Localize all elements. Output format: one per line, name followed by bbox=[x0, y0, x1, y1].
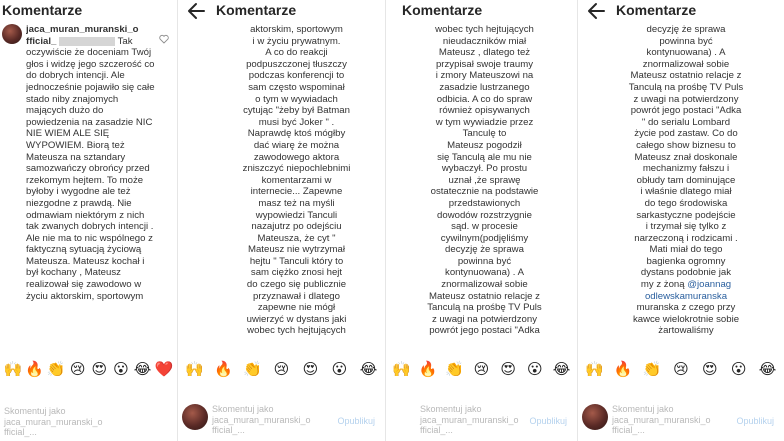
surprised-face-emoji-icon[interactable]: 😮 bbox=[331, 360, 348, 378]
header bbox=[178, 0, 385, 22]
surprised-face-emoji-icon[interactable]: 😮 bbox=[113, 360, 129, 378]
header bbox=[0, 0, 177, 22]
tears-of-joy-emoji-icon[interactable]: 😂 bbox=[552, 360, 571, 378]
raising-hands-emoji-icon[interactable]: 🙌 bbox=[392, 360, 411, 378]
comment-text bbox=[26, 24, 159, 302]
raising-hands-emoji-icon[interactable]: 🙌 bbox=[185, 360, 204, 378]
avatar bbox=[182, 404, 208, 430]
publish-button[interactable]: Opublikuj bbox=[529, 416, 567, 426]
page-title: Komentarze bbox=[402, 2, 483, 18]
emoji-reaction-bar bbox=[178, 356, 385, 382]
comment-composer bbox=[178, 388, 385, 440]
comment-input-placeholder[interactable]: Skomentuj jako jaca_muran_muranski_o fficial_... bbox=[212, 404, 311, 435]
back-arrow-icon[interactable] bbox=[186, 1, 208, 21]
comment-composer bbox=[386, 388, 577, 440]
surprised-face-emoji-icon[interactable]: 😮 bbox=[527, 360, 543, 378]
comment-body bbox=[216, 24, 377, 349]
comments-panel-4 bbox=[578, 0, 784, 441]
heart-eyes-emoji-icon[interactable]: 😍 bbox=[701, 360, 718, 378]
red-heart-emoji-icon[interactable]: ❤️ bbox=[154, 360, 174, 378]
emoji-reaction-bar bbox=[578, 356, 784, 382]
redacted-block bbox=[59, 37, 115, 46]
comment-username[interactable]: jaca_muran_muranski_o fficial_ bbox=[26, 24, 139, 47]
comment-content: decyzję że sprawa powinna być kontynuowana) . A znormalizował sobie Mateusz ostatnio relacje z Tanculą na prośbę TV Puls z uwagi na potwierdzony powrót jego postaci "Adka " do serialu Lombard życie pod zastaw. Co do całego show biznesu to Mateusz znał doskonale mechanizmy fałszu i obłudy tam dominujące i właśnie dlatego miał do tego środowiska sarkastyczne podejście i trzymał się tylko z narzeczoną i rodzicami . Mati miał do tego bagienka ogromny dystans podobnie jak my z żoną bbox=[628, 24, 744, 291]
comments-panel-2 bbox=[178, 0, 386, 441]
clapping-emoji-icon[interactable]: 👏 bbox=[46, 360, 66, 378]
page-title: Komentarze bbox=[2, 2, 83, 18]
avatar bbox=[582, 404, 608, 430]
page-title: Komentarze bbox=[216, 2, 297, 18]
emoji-reaction-bar bbox=[0, 356, 177, 382]
back-arrow-icon[interactable] bbox=[586, 1, 608, 21]
comment-text bbox=[596, 24, 776, 337]
comments-panel-1 bbox=[0, 0, 178, 441]
tears-of-joy-emoji-icon[interactable]: 😂 bbox=[359, 360, 378, 378]
comment-text: aktorskim, sportowym i w życiu prywatnym. A co do reakcji podpuszczonej tłuszczy podczas konferencji to sam często wspominał o tym w wywiadach cytując "żeby był Batman musi być Joker " . Naprawdę ktoś mógłby dać wiarę że można zawodowego aktora zniszczyć niepochlebnimi komentarzami w internecie... Zapewne masz też na myśli wypowiedzi Tanculi nazajutrz po odejściu Mateusza, że cyt " Mateusz nie wytrzymał hejtu " Tanculi który to sam ciężko znosi hejt do czego się publicznie przyznawał i dlatego zapewne nie mógł uwierzyć w dystans jaki wobec tych hejtujących bbox=[242, 24, 351, 337]
heart-eyes-emoji-icon[interactable]: 😍 bbox=[91, 360, 108, 378]
comments-panel-3 bbox=[386, 0, 578, 441]
comment-body bbox=[402, 24, 567, 349]
comment-content: Tak oczywiście że doceniam Twój głos i widzę jego szczerość co do dobrych intencji. Ale jednocześnie pojawiło się całe stado niby znajomych mających dużo do powiedzenia na zasadzie NIC NIE WIEM ALE SIĘ WYPOWIEM. Biorą też Mateusza na sztandary samozwańczy obrońcy przed rzekomym hejtem. To może byłoby i wygodne ale też niezgodne z prawdą. Nie odmawiam niektórym z nich tak zwanych dobrych intencji . Ale nie ma to nic wspólnego z faktyczną sytuacją życiową Mateusza. Mateusz kochał i był kochany , Mateusz realizował się zawodowo w życiu aktorskim, sportowym bbox=[26, 35, 155, 302]
fire-emoji-icon[interactable]: 🔥 bbox=[214, 360, 233, 378]
fire-emoji-icon[interactable]: 🔥 bbox=[418, 360, 438, 378]
comment-content: muranska z czego przy kawce wielokrotnie sobie żartowaliśmy bbox=[632, 302, 740, 337]
tears-of-joy-emoji-icon[interactable]: 😂 bbox=[758, 360, 777, 378]
clapping-emoji-icon[interactable]: 👏 bbox=[642, 360, 662, 378]
raising-hands-emoji-icon[interactable]: 🙌 bbox=[585, 360, 604, 378]
avatar[interactable] bbox=[2, 24, 22, 44]
heart-eyes-emoji-icon[interactable]: 😍 bbox=[500, 360, 516, 378]
surprised-face-emoji-icon[interactable]: 😮 bbox=[730, 360, 747, 378]
publish-button[interactable]: Opublikuj bbox=[337, 416, 375, 426]
comment-input-placeholder[interactable]: Skomentuj jako jaca_muran_muranski_o fficial_... bbox=[4, 406, 103, 437]
comment-composer bbox=[0, 388, 177, 440]
comment-input-placeholder[interactable]: Skomentuj jako jaca_muran_muranski_o fficial_... bbox=[612, 404, 711, 435]
heart-eyes-emoji-icon[interactable]: 😍 bbox=[302, 360, 319, 378]
header bbox=[386, 0, 577, 22]
comment-input-placeholder[interactable]: Skomentuj jako jaca_muran_muranski_o fficial_... bbox=[420, 404, 519, 435]
crying-face-emoji-icon[interactable]: 😢 bbox=[273, 360, 290, 378]
comment-text: wobec tych hejtujących nieudaczników miał Mateusz , dlatego też przypisał swoje traumy i zmory Mateuszowi na zasadzie lustrzanego odbicia. A co do spraw również opisywanych w tym wywiadzie przez Tanculę to Mateusz pogodził się Tanculą ale mu nie wybaczył. Po prostu uznał ,że sprawę ostatecznie na podstawie przedstawionych dowodów rozstrzygnie sąd. w procesie cywilnym(podjęliśmy decyzję że sprawa powinna być kontynuowana) . A znormalizował sobie Mateusz ostatnio relacje z Tanculą na prośbę TV Puls z uwagi na potwierdzony powrót jego postaci "Adka bbox=[427, 24, 542, 337]
heart-icon[interactable] bbox=[159, 34, 169, 44]
emoji-reaction-bar bbox=[386, 356, 577, 382]
page-title: Komentarze bbox=[616, 2, 697, 18]
mention-link[interactable]: @joannag bbox=[687, 279, 732, 291]
crying-face-emoji-icon[interactable]: 😢 bbox=[473, 360, 490, 378]
clapping-emoji-icon[interactable]: 👏 bbox=[445, 360, 465, 378]
clapping-emoji-icon[interactable]: 👏 bbox=[243, 360, 262, 378]
tears-of-joy-emoji-icon[interactable]: 😂 bbox=[133, 360, 152, 378]
header bbox=[578, 0, 784, 22]
fire-emoji-icon[interactable]: 🔥 bbox=[25, 360, 44, 378]
crying-face-emoji-icon[interactable]: 😢 bbox=[673, 360, 689, 378]
publish-button[interactable]: Opublikuj bbox=[736, 416, 774, 426]
fire-emoji-icon[interactable]: 🔥 bbox=[613, 360, 633, 378]
raising-hands-emoji-icon[interactable]: 🙌 bbox=[3, 360, 23, 378]
comment-body bbox=[596, 24, 776, 349]
comment-composer bbox=[578, 388, 784, 440]
comment-body bbox=[26, 24, 159, 349]
mention-link[interactable]: odlewskamuranska bbox=[644, 290, 728, 302]
crying-face-emoji-icon[interactable]: 😢 bbox=[69, 360, 86, 378]
